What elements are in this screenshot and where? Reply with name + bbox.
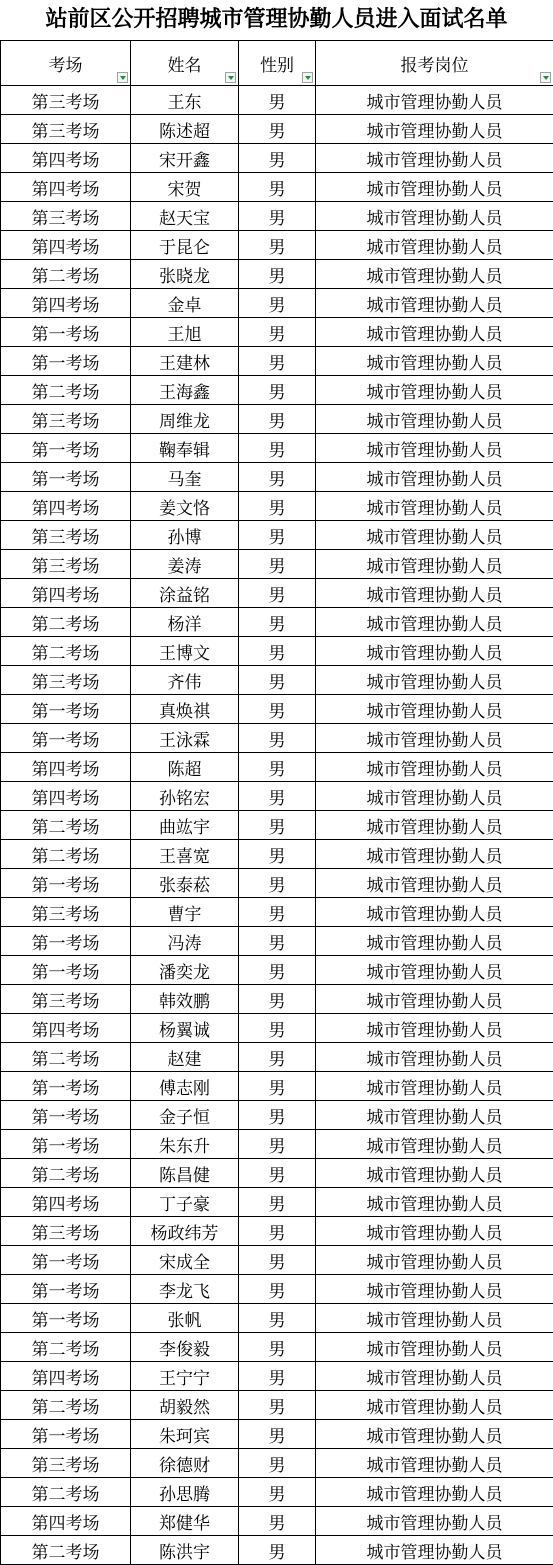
cell-gender[interactable]: 男 — [239, 637, 316, 666]
cell-position[interactable]: 城市管理协勤人员 — [316, 1188, 553, 1217]
cell-gender[interactable]: 男 — [239, 434, 316, 463]
cell-gender[interactable]: 男 — [239, 492, 316, 521]
cell-name[interactable]: 马奎 — [131, 463, 239, 492]
table-row — [1, 550, 553, 579]
cell-gender[interactable]: 男 — [239, 231, 316, 260]
candidate-table — [0, 40, 553, 1565]
cell-gender[interactable]: 男 — [239, 347, 316, 376]
cell-gender[interactable]: 男 — [239, 898, 316, 927]
filter-dropdown-icon[interactable] — [117, 72, 128, 83]
cell-name[interactable]: 宋成全 — [131, 1246, 239, 1275]
cell-name[interactable]: 金子恒 — [131, 1101, 239, 1130]
cell-name[interactable]: 李俊毅 — [131, 1333, 239, 1362]
cell-position[interactable]: 城市管理协勤人员 — [316, 1507, 553, 1536]
cell-position[interactable]: 城市管理协勤人员 — [316, 753, 553, 782]
cell-position[interactable]: 城市管理协勤人员 — [316, 1536, 553, 1565]
table-row — [1, 1101, 553, 1130]
cell-exam-room[interactable]: 第三考场 — [1, 550, 131, 579]
cell-exam-room[interactable]: 第三考场 — [1, 405, 131, 434]
cell-exam-room[interactable]: 第二考场 — [1, 260, 131, 289]
table-row — [1, 376, 553, 405]
cell-name[interactable]: 陈昌健 — [131, 1159, 239, 1188]
cell-position[interactable]: 城市管理协勤人员 — [316, 869, 553, 898]
cell-position[interactable]: 城市管理协勤人员 — [316, 550, 553, 579]
cell-position[interactable]: 城市管理协勤人员 — [316, 927, 553, 956]
table-row — [1, 231, 553, 260]
cell-name[interactable]: 曹宇 — [131, 898, 239, 927]
cell-exam-room[interactable]: 第二考场 — [1, 840, 131, 869]
table-row — [1, 753, 553, 782]
table-row — [1, 1188, 553, 1217]
cell-exam-room[interactable]: 第四考场 — [1, 173, 131, 202]
table-row — [1, 260, 553, 289]
cell-position[interactable]: 城市管理协勤人员 — [316, 956, 553, 985]
table-row — [1, 1391, 553, 1420]
cell-position[interactable]: 城市管理协勤人员 — [316, 811, 553, 840]
cell-exam-room[interactable]: 第三考场 — [1, 898, 131, 927]
cell-exam-room[interactable]: 第二考场 — [1, 811, 131, 840]
cell-gender[interactable]: 男 — [239, 318, 316, 347]
cell-gender[interactable]: 男 — [239, 289, 316, 318]
cell-gender[interactable]: 男 — [239, 1478, 316, 1507]
cell-name[interactable]: 宋贺 — [131, 173, 239, 202]
cell-gender[interactable]: 男 — [239, 869, 316, 898]
cell-position[interactable]: 城市管理协勤人员 — [316, 521, 553, 550]
cell-gender[interactable]: 男 — [239, 1362, 316, 1391]
cell-gender[interactable]: 男 — [239, 1101, 316, 1130]
cell-gender[interactable]: 男 — [239, 927, 316, 956]
cell-gender[interactable]: 男 — [239, 1043, 316, 1072]
cell-name[interactable]: 王海鑫 — [131, 376, 239, 405]
cell-position[interactable]: 城市管理协勤人员 — [316, 782, 553, 811]
cell-position[interactable]: 城市管理协勤人员 — [316, 1478, 553, 1507]
cell-gender[interactable]: 男 — [239, 695, 316, 724]
cell-position[interactable]: 城市管理协勤人员 — [316, 1275, 553, 1304]
table-row — [1, 782, 553, 811]
cell-exam-room[interactable]: 第一考场 — [1, 1246, 131, 1275]
cell-position[interactable]: 城市管理协勤人员 — [316, 1159, 553, 1188]
cell-exam-room[interactable]: 第一考场 — [1, 1420, 131, 1449]
table-body — [1, 86, 553, 1565]
cell-name[interactable]: 金卓 — [131, 289, 239, 318]
cell-exam-room[interactable]: 第一考场 — [1, 1130, 131, 1159]
cell-exam-room[interactable]: 第三考场 — [1, 1449, 131, 1478]
cell-exam-room[interactable]: 第一考场 — [1, 695, 131, 724]
table-row — [1, 1478, 553, 1507]
cell-name[interactable]: 朱珂宾 — [131, 1420, 239, 1449]
cell-position[interactable]: 城市管理协勤人员 — [316, 1362, 553, 1391]
cell-position[interactable]: 城市管理协勤人员 — [316, 202, 553, 231]
cell-gender[interactable]: 男 — [239, 376, 316, 405]
cell-exam-room[interactable]: 第四考场 — [1, 579, 131, 608]
table-row — [1, 86, 553, 115]
cell-position[interactable]: 城市管理协勤人员 — [316, 115, 553, 144]
table-row — [1, 637, 553, 666]
cell-gender[interactable]: 男 — [239, 1159, 316, 1188]
cell-name[interactable]: 赵天宝 — [131, 202, 239, 231]
cell-position[interactable]: 城市管理协勤人员 — [316, 695, 553, 724]
cell-exam-room[interactable]: 第三考场 — [1, 521, 131, 550]
cell-name[interactable]: 胡毅然 — [131, 1391, 239, 1420]
table-row — [1, 434, 553, 463]
cell-position[interactable]: 城市管理协勤人员 — [316, 1391, 553, 1420]
cell-name[interactable]: 徐德财 — [131, 1449, 239, 1478]
cell-name[interactable]: 涂益铭 — [131, 579, 239, 608]
cell-exam-room[interactable]: 第四考场 — [1, 289, 131, 318]
header-label: 考场 — [48, 55, 83, 76]
cell-position[interactable]: 城市管理协勤人员 — [316, 1072, 553, 1101]
table-row — [1, 1072, 553, 1101]
table-row — [1, 144, 553, 173]
cell-position[interactable]: 城市管理协勤人员 — [316, 1246, 553, 1275]
cell-position[interactable]: 城市管理协勤人员 — [316, 434, 553, 463]
cell-name[interactable]: 于昆仑 — [131, 231, 239, 260]
cell-name[interactable]: 张帆 — [131, 1304, 239, 1333]
table-row — [1, 869, 553, 898]
cell-position[interactable]: 城市管理协勤人员 — [316, 724, 553, 753]
cell-exam-room[interactable]: 第四考场 — [1, 753, 131, 782]
cell-name[interactable]: 齐伟 — [131, 666, 239, 695]
cell-gender[interactable]: 男 — [239, 1275, 316, 1304]
cell-name[interactable]: 冯涛 — [131, 927, 239, 956]
cell-position[interactable]: 城市管理协勤人员 — [316, 260, 553, 289]
cell-gender[interactable]: 男 — [239, 811, 316, 840]
cell-position[interactable]: 城市管理协勤人员 — [316, 1420, 553, 1449]
cell-exam-room[interactable]: 第二考场 — [1, 1478, 131, 1507]
cell-position[interactable]: 城市管理协勤人员 — [316, 144, 553, 173]
cell-exam-room[interactable]: 第一考场 — [1, 463, 131, 492]
cell-exam-room[interactable]: 第二考场 — [1, 608, 131, 637]
cell-name[interactable]: 王博文 — [131, 637, 239, 666]
table-row — [1, 1449, 553, 1478]
cell-exam-room[interactable]: 第一考场 — [1, 347, 131, 376]
cell-name[interactable]: 孙博 — [131, 521, 239, 550]
cell-exam-room[interactable]: 第一考场 — [1, 318, 131, 347]
cell-name[interactable]: 宋开鑫 — [131, 144, 239, 173]
cell-gender[interactable]: 男 — [239, 1449, 316, 1478]
cell-name[interactable]: 朱东升 — [131, 1130, 239, 1159]
cell-exam-room[interactable]: 第一考场 — [1, 927, 131, 956]
cell-exam-room[interactable]: 第一考场 — [1, 1275, 131, 1304]
table-row — [1, 898, 553, 927]
header-gender — [239, 41, 316, 86]
cell-exam-room[interactable]: 第四考场 — [1, 782, 131, 811]
cell-gender[interactable]: 男 — [239, 840, 316, 869]
cell-name[interactable]: 张泰菘 — [131, 869, 239, 898]
cell-name[interactable]: 李龙飞 — [131, 1275, 239, 1304]
filter-dropdown-icon[interactable] — [225, 72, 236, 83]
table-row — [1, 492, 553, 521]
cell-exam-room[interactable]: 第一考场 — [1, 869, 131, 898]
cell-exam-room[interactable]: 第一考场 — [1, 724, 131, 753]
table-row — [1, 347, 553, 376]
cell-gender[interactable]: 男 — [239, 86, 316, 115]
cell-exam-room[interactable]: 第三考场 — [1, 1217, 131, 1246]
cell-gender[interactable]: 男 — [239, 1536, 316, 1565]
header-position — [316, 41, 553, 86]
cell-gender[interactable]: 男 — [239, 1304, 316, 1333]
cell-name[interactable]: 周维龙 — [131, 405, 239, 434]
cell-gender[interactable]: 男 — [239, 1391, 316, 1420]
filter-dropdown-icon[interactable] — [540, 72, 551, 83]
cell-name[interactable]: 真焕祺 — [131, 695, 239, 724]
cell-exam-room[interactable]: 第四考场 — [1, 492, 131, 521]
cell-name[interactable]: 王宁宁 — [131, 1362, 239, 1391]
table-row — [1, 1507, 553, 1536]
cell-gender[interactable]: 男 — [239, 782, 316, 811]
cell-name[interactable]: 张晓龙 — [131, 260, 239, 289]
cell-position[interactable]: 城市管理协勤人员 — [316, 463, 553, 492]
cell-position[interactable]: 城市管理协勤人员 — [316, 173, 553, 202]
cell-name[interactable]: 姜文恪 — [131, 492, 239, 521]
table-row — [1, 1420, 553, 1449]
table-row — [1, 1043, 553, 1072]
cell-gender[interactable]: 男 — [239, 753, 316, 782]
cell-name[interactable]: 杨翼诚 — [131, 1014, 239, 1043]
cell-position[interactable]: 城市管理协勤人员 — [316, 318, 553, 347]
cell-position[interactable]: 城市管理协勤人员 — [316, 289, 553, 318]
cell-gender[interactable]: 男 — [239, 173, 316, 202]
table-row — [1, 115, 553, 144]
cell-gender[interactable]: 男 — [239, 1507, 316, 1536]
cell-exam-room[interactable]: 第二考场 — [1, 637, 131, 666]
table-row — [1, 666, 553, 695]
table-row — [1, 1536, 553, 1565]
cell-name[interactable]: 鞠奉辑 — [131, 434, 239, 463]
table-row — [1, 579, 553, 608]
cell-name[interactable]: 王建林 — [131, 347, 239, 376]
cell-gender[interactable]: 男 — [239, 521, 316, 550]
cell-position[interactable]: 城市管理协勤人员 — [316, 492, 553, 521]
cell-gender[interactable]: 男 — [239, 463, 316, 492]
table-row — [1, 1362, 553, 1391]
table-row — [1, 1159, 553, 1188]
table-row — [1, 1217, 553, 1246]
cell-position[interactable]: 城市管理协勤人员 — [316, 985, 553, 1014]
table-row — [1, 927, 553, 956]
cell-gender[interactable]: 男 — [239, 985, 316, 1014]
cell-exam-room[interactable]: 第二考场 — [1, 1159, 131, 1188]
cell-exam-room[interactable]: 第三考场 — [1, 86, 131, 115]
table-row — [1, 695, 553, 724]
table-row — [1, 608, 553, 637]
cell-gender[interactable]: 男 — [239, 1420, 316, 1449]
cell-exam-room[interactable]: 第三考场 — [1, 985, 131, 1014]
cell-position[interactable]: 城市管理协勤人员 — [316, 637, 553, 666]
table-row — [1, 1014, 553, 1043]
cell-exam-room[interactable]: 第一考场 — [1, 1072, 131, 1101]
cell-name[interactable]: 王东 — [131, 86, 239, 115]
table-row — [1, 811, 553, 840]
cell-position[interactable]: 城市管理协勤人员 — [316, 1130, 553, 1159]
table-row — [1, 956, 553, 985]
cell-name[interactable]: 孙思腾 — [131, 1478, 239, 1507]
cell-exam-room[interactable]: 第一考场 — [1, 1304, 131, 1333]
cell-position[interactable]: 城市管理协勤人员 — [316, 666, 553, 695]
cell-exam-room[interactable]: 第二考场 — [1, 1536, 131, 1565]
cell-position[interactable]: 城市管理协勤人员 — [316, 1449, 553, 1478]
cell-name[interactable]: 曲竑宇 — [131, 811, 239, 840]
header-name — [131, 41, 239, 86]
cell-position[interactable]: 城市管理协勤人员 — [316, 1043, 553, 1072]
cell-exam-room[interactable]: 第二考场 — [1, 1333, 131, 1362]
cell-gender[interactable]: 男 — [239, 1072, 316, 1101]
cell-gender[interactable]: 男 — [239, 1217, 316, 1246]
cell-position[interactable]: 城市管理协勤人员 — [316, 898, 553, 927]
table-row — [1, 1130, 553, 1159]
cell-position[interactable]: 城市管理协勤人员 — [316, 86, 553, 115]
table-row — [1, 289, 553, 318]
cell-name[interactable]: 陈洪宇 — [131, 1536, 239, 1565]
cell-name[interactable]: 陈超 — [131, 753, 239, 782]
header-exam-room — [1, 41, 131, 86]
table-row — [1, 173, 553, 202]
cell-position[interactable]: 城市管理协勤人员 — [316, 1333, 553, 1362]
table-row — [1, 1275, 553, 1304]
cell-gender[interactable]: 男 — [239, 724, 316, 753]
cell-exam-room[interactable]: 第三考场 — [1, 202, 131, 231]
cell-position[interactable]: 城市管理协勤人员 — [316, 1014, 553, 1043]
cell-position[interactable]: 城市管理协勤人员 — [316, 608, 553, 637]
cell-exam-room[interactable]: 第一考场 — [1, 434, 131, 463]
cell-exam-room[interactable]: 第三考场 — [1, 115, 131, 144]
table-row — [1, 840, 553, 869]
cell-name[interactable]: 王喜宽 — [131, 840, 239, 869]
cell-exam-room[interactable]: 第一考场 — [1, 1101, 131, 1130]
cell-exam-room[interactable]: 第一考场 — [1, 956, 131, 985]
cell-gender[interactable]: 男 — [239, 405, 316, 434]
cell-gender[interactable]: 男 — [239, 1130, 316, 1159]
cell-gender[interactable]: 男 — [239, 1188, 316, 1217]
cell-name[interactable]: 孙铭宏 — [131, 782, 239, 811]
header-row — [1, 41, 553, 86]
table-row — [1, 463, 553, 492]
cell-name[interactable]: 郑健华 — [131, 1507, 239, 1536]
table-row — [1, 405, 553, 434]
cell-gender[interactable]: 男 — [239, 550, 316, 579]
cell-name[interactable]: 王旭 — [131, 318, 239, 347]
cell-gender[interactable]: 男 — [239, 202, 316, 231]
cell-gender[interactable]: 男 — [239, 579, 316, 608]
cell-position[interactable]: 城市管理协勤人员 — [316, 347, 553, 376]
cell-position[interactable]: 城市管理协勤人员 — [316, 376, 553, 405]
header-label: 报考岗位 — [400, 55, 469, 76]
cell-name[interactable]: 傅志刚 — [131, 1072, 239, 1101]
cell-name[interactable]: 杨洋 — [131, 608, 239, 637]
cell-gender[interactable]: 男 — [239, 1333, 316, 1362]
cell-name[interactable]: 赵建 — [131, 1043, 239, 1072]
table-row — [1, 1304, 553, 1333]
cell-exam-room[interactable]: 第四考场 — [1, 1188, 131, 1217]
cell-exam-room[interactable]: 第二考场 — [1, 376, 131, 405]
cell-position[interactable]: 城市管理协勤人员 — [316, 579, 553, 608]
cell-name[interactable]: 姜涛 — [131, 550, 239, 579]
table-row — [1, 985, 553, 1014]
cell-name[interactable]: 丁子豪 — [131, 1188, 239, 1217]
page-title: 站前区公开招聘城市管理协勤人员进入面试名单 — [45, 7, 508, 32]
cell-exam-room[interactable]: 第二考场 — [1, 1391, 131, 1420]
table-row — [1, 724, 553, 753]
cell-gender[interactable]: 男 — [239, 608, 316, 637]
cell-gender[interactable]: 男 — [239, 144, 316, 173]
cell-exam-room[interactable]: 第四考场 — [1, 1507, 131, 1536]
table-row — [1, 1246, 553, 1275]
cell-exam-room[interactable]: 第二考场 — [1, 1043, 131, 1072]
cell-exam-room[interactable]: 第四考场 — [1, 144, 131, 173]
cell-gender[interactable]: 男 — [239, 1014, 316, 1043]
cell-name[interactable]: 陈述超 — [131, 115, 239, 144]
table-row — [1, 318, 553, 347]
cell-gender[interactable]: 男 — [239, 260, 316, 289]
cell-position[interactable]: 城市管理协勤人员 — [316, 1101, 553, 1130]
cell-name[interactable]: 杨政纬芳 — [131, 1217, 239, 1246]
cell-position[interactable]: 城市管理协勤人员 — [316, 1304, 553, 1333]
cell-exam-room[interactable]: 第三考场 — [1, 666, 131, 695]
cell-name[interactable]: 韩效鹏 — [131, 985, 239, 1014]
cell-position[interactable]: 城市管理协勤人员 — [316, 1217, 553, 1246]
table-row — [1, 521, 553, 550]
cell-name[interactable]: 潘奕龙 — [131, 956, 239, 985]
cell-exam-room[interactable]: 第四考场 — [1, 1362, 131, 1391]
table-header — [1, 41, 553, 86]
cell-gender[interactable]: 男 — [239, 1246, 316, 1275]
header-label: 性别 — [260, 55, 294, 76]
cell-position[interactable]: 城市管理协勤人员 — [316, 231, 553, 260]
cell-position[interactable]: 城市管理协勤人员 — [316, 405, 553, 434]
header-label: 姓名 — [167, 55, 202, 76]
cell-gender[interactable]: 男 — [239, 956, 316, 985]
cell-gender[interactable]: 男 — [239, 666, 316, 695]
filter-dropdown-icon[interactable] — [302, 72, 313, 83]
cell-position[interactable]: 城市管理协勤人员 — [316, 840, 553, 869]
cell-exam-room[interactable]: 第四考场 — [1, 1014, 131, 1043]
table-row — [1, 202, 553, 231]
cell-gender[interactable]: 男 — [239, 115, 316, 144]
cell-exam-room[interactable]: 第四考场 — [1, 231, 131, 260]
table-row — [1, 1333, 553, 1362]
cell-name[interactable]: 王泳霖 — [131, 724, 239, 753]
